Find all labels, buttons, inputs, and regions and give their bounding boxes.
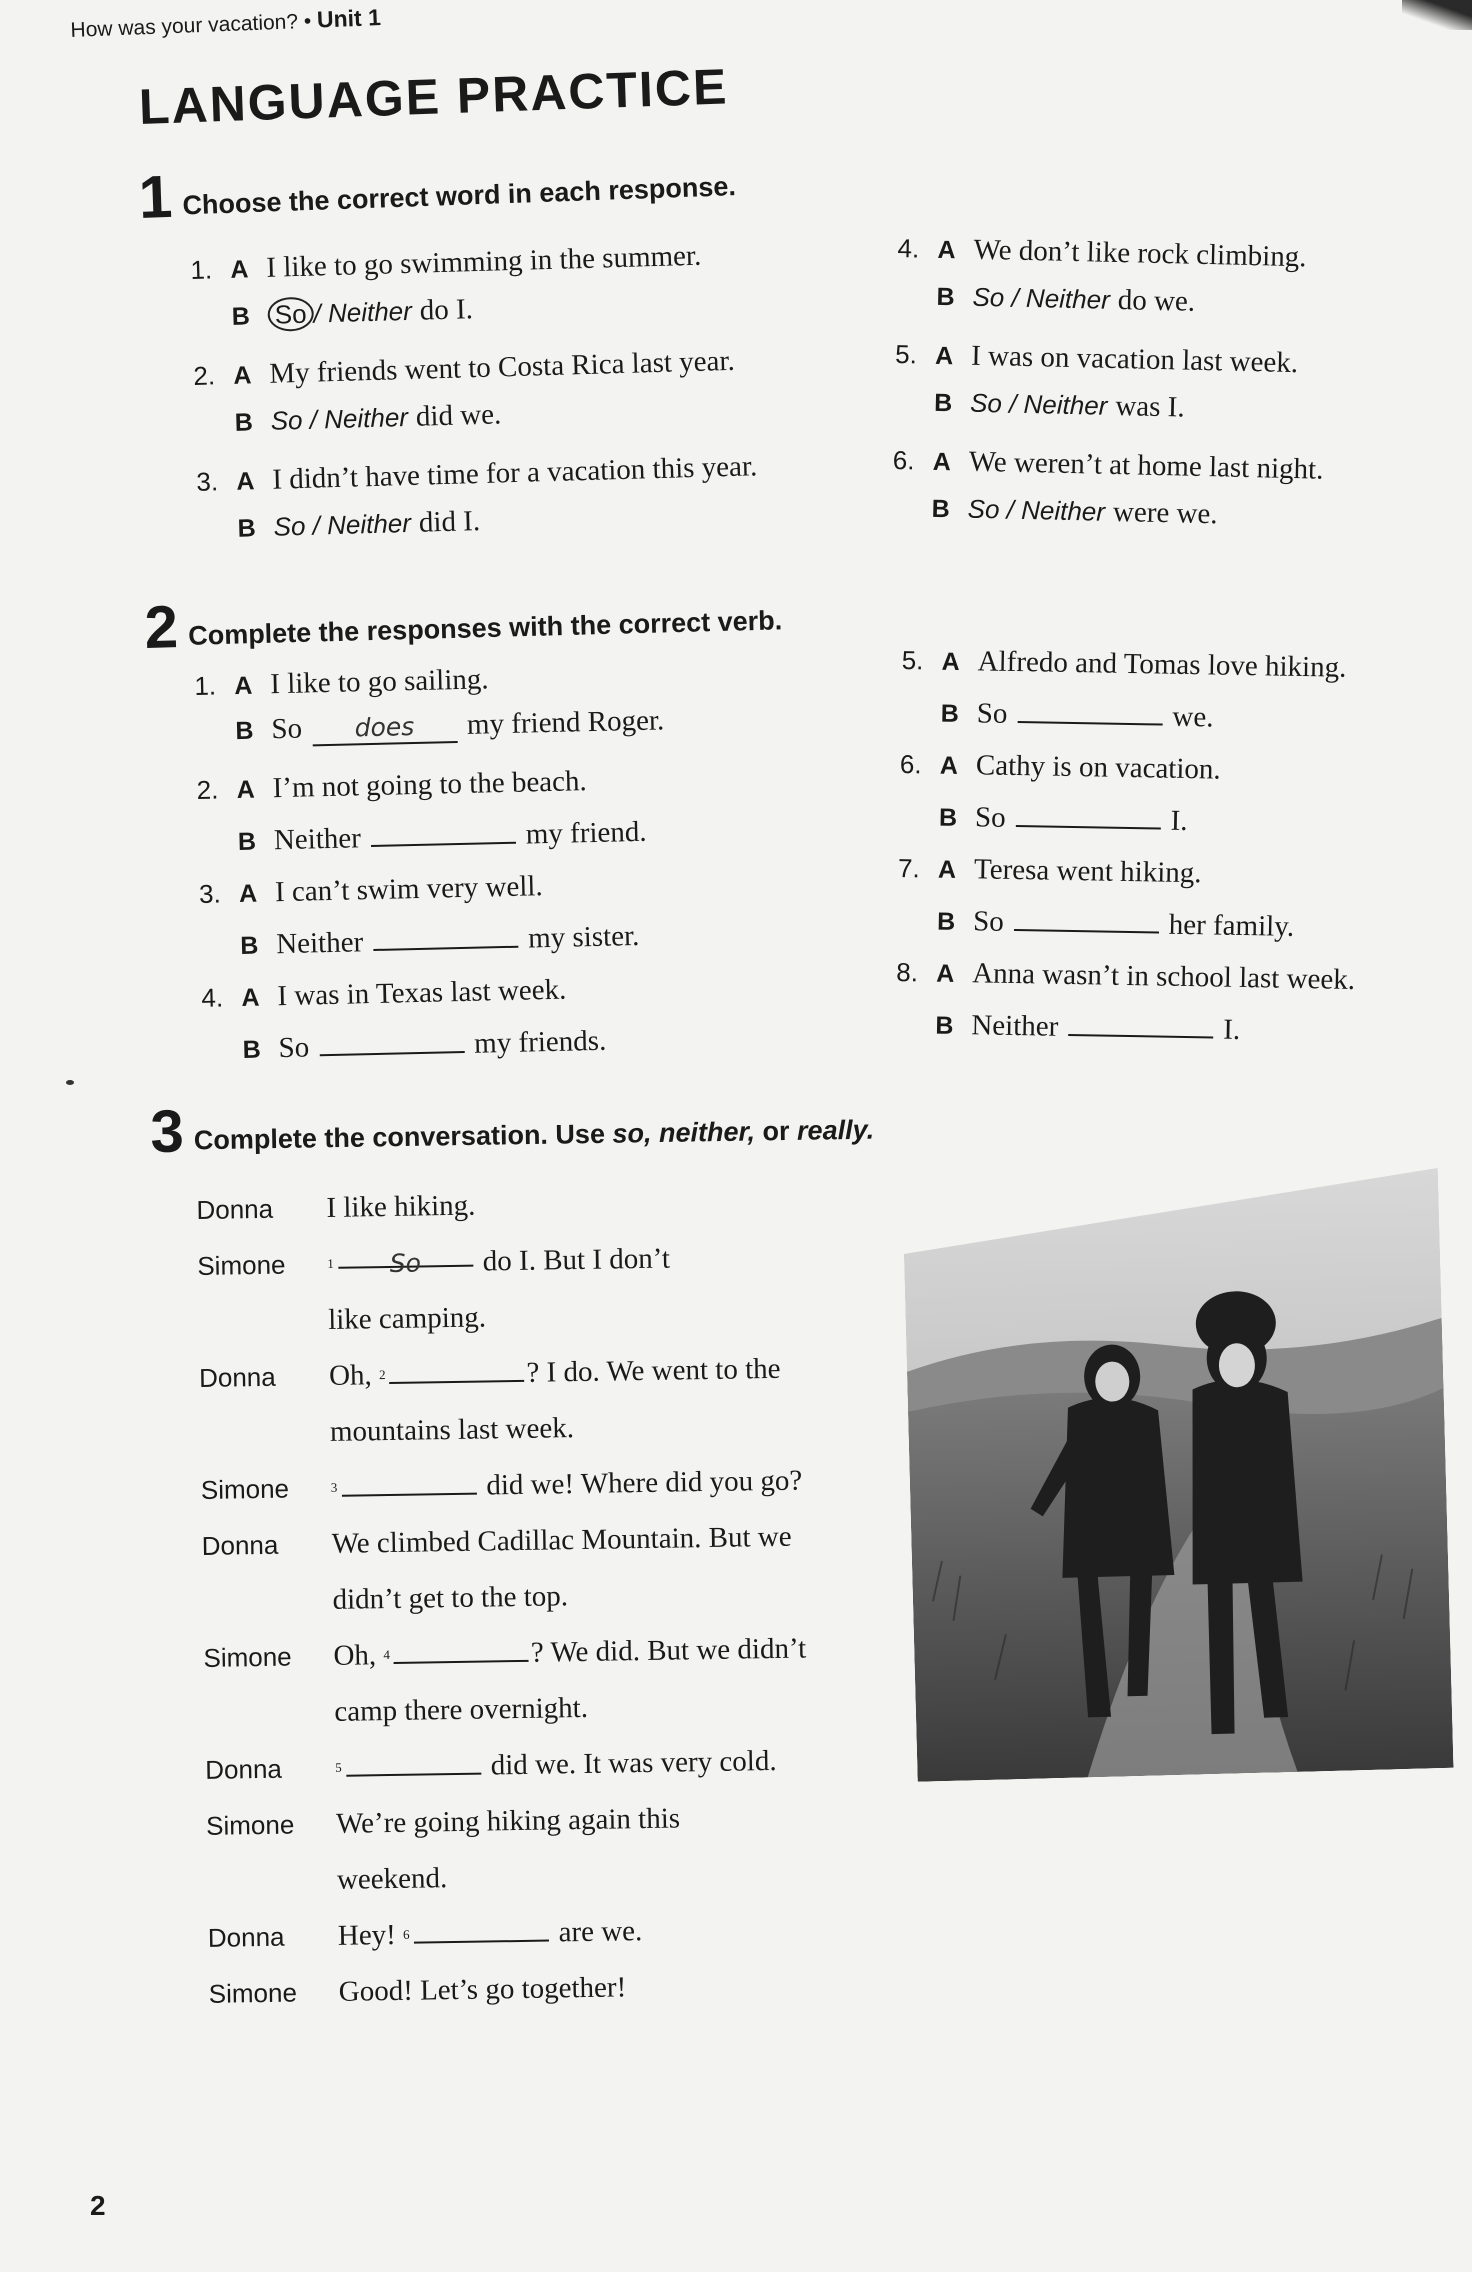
- exercise-number: 1: [137, 162, 174, 231]
- answer-blank[interactable]: [394, 1630, 529, 1664]
- item-number: 6.: [892, 444, 915, 476]
- answer-blank[interactable]: [1014, 899, 1160, 934]
- exercise-item: 4. A We don’t like rock climbing. B So / Neither do we.: [897, 232, 1307, 318]
- instruction-word-really: really.: [796, 1114, 875, 1146]
- blank-number: 1: [327, 1255, 334, 1271]
- blank-number: 4: [383, 1647, 391, 1663]
- line-b-start: So: [972, 905, 1005, 938]
- exercise-1-heading: [137, 153, 737, 231]
- line-text-cont: camp there overnight.: [334, 1691, 589, 1728]
- line-b-rest: did I.: [418, 505, 481, 539]
- line-a: I like to go swimming in the summer.: [265, 239, 702, 284]
- exercise-number: 3: [149, 1097, 185, 1165]
- exercise-2-right-column: [895, 644, 1361, 1068]
- line-text: did we. It was very cold.: [490, 1744, 777, 1782]
- speaker-name: Donna: [201, 1529, 279, 1561]
- item-number: 1.: [190, 254, 213, 285]
- line-a: We weren’t at home last night.: [968, 445, 1324, 486]
- line-text-cont: mountains last week.: [329, 1412, 575, 1448]
- choice-options[interactable]: So / Neither: [270, 401, 409, 436]
- exercise-item: 6. A We weren’t at home last night. B So / Neither were we.: [892, 444, 1324, 531]
- exercise-item: 2. A My friends went to Costa Rica last year. B So / Neither did we.: [192, 344, 736, 437]
- exercise-instruction: Complete the responses with the correct verb.: [187, 605, 783, 651]
- answer-blank[interactable]: [345, 1743, 480, 1777]
- answer-blank[interactable]: [413, 1910, 548, 1944]
- line-a: We don’t like rock climbing.: [973, 233, 1307, 274]
- blank-number: 3: [330, 1479, 338, 1495]
- line-b-end: I.: [1170, 804, 1188, 838]
- exercise-item: 2. A I’m not going to the beach. B Neither my friend.: [196, 765, 647, 857]
- exercise-item: 4. A I was in Texas last week. B So my friends.: [201, 973, 607, 1065]
- line-a: Cathy is on vacation.: [975, 749, 1221, 786]
- item-number: 2.: [196, 774, 219, 805]
- item-number: 4.: [897, 232, 920, 264]
- conversation-line: [199, 1339, 891, 1462]
- exercise-1-right-column: [891, 232, 1329, 560]
- speaker-name: Simone: [205, 1809, 295, 1841]
- photo-two-hikers-icon: [902, 1168, 1454, 1782]
- answer-blank[interactable]: [319, 1021, 465, 1056]
- exercise-item: 6. A Cathy is on vacation. B So I.: [899, 748, 1221, 838]
- speaker-name: Donna: [205, 1753, 283, 1785]
- line-a: I was in Texas last week.: [277, 973, 567, 1013]
- speaker-name: Donna: [198, 1361, 276, 1393]
- exercise-number: 2: [143, 593, 179, 661]
- instruction-word-so: so,: [612, 1118, 652, 1149]
- instruction-word-or: or: [762, 1115, 790, 1147]
- speaker-name: Donna: [207, 1921, 285, 1953]
- line-b-end: her family.: [1168, 908, 1295, 943]
- line-text: We’re going hiking again this: [335, 1802, 681, 1840]
- blank-number: 5: [335, 1759, 342, 1775]
- line-a: Teresa went hiking.: [973, 853, 1202, 890]
- scan-mark: [66, 1080, 74, 1085]
- answer-blank[interactable]: [1017, 691, 1163, 726]
- line-text-pre: Oh,: [328, 1359, 373, 1392]
- page-number: 2: [90, 2190, 106, 2221]
- item-number: 2.: [192, 360, 216, 391]
- exercise-instruction: Choose the correct word in each response.: [181, 171, 737, 221]
- conversation-line: [203, 1619, 895, 1742]
- speaker-name: Simone: [197, 1249, 286, 1281]
- item-number: 5.: [901, 644, 924, 676]
- line-text: ? I do. We went to the: [526, 1352, 781, 1389]
- item-number: 4.: [201, 982, 224, 1013]
- speaker-name: Donna: [196, 1193, 274, 1225]
- line-a: My friends went to Costa Rica last year.: [268, 344, 736, 390]
- page-title: LANGUAGE PRACTICE: [138, 58, 730, 135]
- answer-blank[interactable]: [370, 812, 516, 847]
- exercise-item: 3. A I can’t swim very well. B Neither my sister.: [198, 870, 640, 961]
- blank-number: 2: [378, 1367, 386, 1383]
- exercise-item: 5. A Alfredo and Tomas love hiking. B So we.: [901, 644, 1347, 734]
- line-b-end: my friends.: [473, 1024, 607, 1060]
- line-b-end: I.: [1223, 1013, 1241, 1046]
- answer-blank[interactable]: [1068, 1004, 1214, 1039]
- line-text: We climbed Cadillac Mountain. But we: [331, 1520, 792, 1560]
- conversation-line: [208, 1955, 899, 2022]
- exercise-1-left-column: [190, 238, 760, 572]
- line-text: do I. But I don’t: [482, 1242, 671, 1278]
- line-a: Anna wasn’t in school last week.: [971, 957, 1356, 996]
- item-number: 3.: [195, 466, 219, 497]
- speaker-name: Simone: [203, 1641, 292, 1673]
- line-b-rest: was I.: [1115, 389, 1186, 424]
- line-b-start: So: [278, 1031, 310, 1065]
- line-b-rest: were we.: [1112, 495, 1219, 531]
- line-b-rest: do I.: [419, 293, 474, 327]
- answer-blank[interactable]: does: [312, 711, 458, 746]
- line-a: I was on vacation last week.: [970, 339, 1299, 380]
- instruction-text: Complete the conversation. Use: [193, 1118, 606, 1156]
- line-b-start: So: [974, 801, 1006, 834]
- line-b-end: we.: [1172, 700, 1214, 734]
- choice-options[interactable]: So / Neither: [969, 387, 1108, 421]
- running-title: How was your vacation?: [70, 10, 299, 42]
- hikers-photo: [902, 1168, 1454, 1782]
- running-header: [70, 4, 381, 43]
- line-text-pre: Oh,: [333, 1639, 377, 1672]
- conversation-line: [197, 1227, 889, 1350]
- item-number: 1.: [194, 670, 217, 701]
- item-number: 3.: [198, 878, 222, 909]
- line-text: are we.: [558, 1915, 643, 1949]
- item-number: 8.: [896, 956, 919, 988]
- line-text-cont: weekend.: [336, 1862, 448, 1896]
- exercise-item: 1. A I like to go swimming in the summer. B So / Neither do I.: [190, 239, 702, 331]
- line-a: I can’t swim very well.: [274, 870, 544, 909]
- choice-option[interactable]: Neither: [327, 295, 413, 329]
- instruction-word-neither: neither,: [658, 1116, 756, 1149]
- exercise-instruction: [194, 1115, 875, 1156]
- circled-choice[interactable]: So: [267, 297, 314, 332]
- line-text-pre: Hey!: [337, 1918, 397, 1952]
- answer-blank[interactable]: [389, 1350, 524, 1384]
- speaker-name: Simone: [208, 1977, 298, 2009]
- blank-number: 6: [402, 1926, 410, 1942]
- item-number: 5.: [894, 338, 918, 370]
- exercise-item: 5. A I was on vacation last week. B So / Neither was I.: [894, 338, 1299, 424]
- line-text-cont: like camping.: [327, 1301, 487, 1336]
- line-b-start: Neither: [971, 1009, 1059, 1043]
- answer-blank[interactable]: [1015, 795, 1161, 830]
- line-a: I like to go sailing.: [269, 663, 489, 701]
- exercise-item: 7. A Teresa went hiking. B So her family.: [897, 852, 1295, 943]
- answer-blank[interactable]: [341, 1463, 476, 1497]
- conversation: [196, 1171, 899, 2022]
- line-text-cont: didn’t get to the top.: [332, 1580, 569, 1616]
- line-a: Alfredo and Tomas love hiking.: [977, 645, 1347, 684]
- exercise-2-left-column: [194, 659, 672, 1086]
- exercise-item: 1. A I like to go sailing. B So does my friend Roger.: [194, 663, 665, 746]
- choice-options[interactable]: So / Neither: [967, 493, 1106, 527]
- answer-blank[interactable]: So: [337, 1235, 472, 1269]
- line-b-rest: do we.: [1117, 284, 1196, 318]
- line-b-end: my friend.: [525, 815, 647, 851]
- line-a: I’m not going to the beach.: [272, 765, 588, 805]
- conversation-line: [201, 1507, 893, 1630]
- conversation-line: [206, 1787, 898, 1910]
- exercise-item: 8. A Anna wasn’t in school last week. B Neither I.: [896, 956, 1356, 1046]
- choice-separator: /: [313, 298, 322, 329]
- item-number: 6.: [899, 748, 922, 780]
- line-b-start: Neither: [275, 926, 364, 961]
- line-text: did we! Where did you go?: [486, 1464, 803, 1502]
- item-number: 7.: [897, 852, 921, 884]
- unit-label: Unit 1: [316, 4, 382, 33]
- page-corner-shadow: [1402, 0, 1472, 30]
- header-bullet: •: [303, 9, 312, 34]
- answer-blank[interactable]: [373, 916, 519, 951]
- line-b-start: So: [271, 712, 303, 746]
- line-b-end: my friend Roger.: [466, 704, 665, 741]
- exercise-3-heading: [149, 1097, 875, 1165]
- line-b-rest: did we.: [415, 398, 502, 433]
- line-text: ? We did. But we didn’t: [530, 1632, 807, 1669]
- choice-options[interactable]: So / Neither: [972, 281, 1111, 315]
- line-text: Good! Let’s go together!: [338, 1971, 627, 2008]
- line-a: I didn’t have time for a vacation this year.: [271, 450, 758, 496]
- line-b-end: my sister.: [527, 919, 640, 955]
- exercise-2-heading: [143, 587, 783, 661]
- choice-options[interactable]: So / Neither: [273, 507, 412, 542]
- line-text: I like hiking.: [326, 1189, 476, 1224]
- line-b-start: Neither: [273, 822, 362, 857]
- line-b-start: So: [976, 697, 1008, 730]
- speaker-name: Simone: [200, 1473, 290, 1505]
- exercise-item: 3. A I didn’t have time for a vacation this year. B So / Neither did I.: [195, 450, 758, 543]
